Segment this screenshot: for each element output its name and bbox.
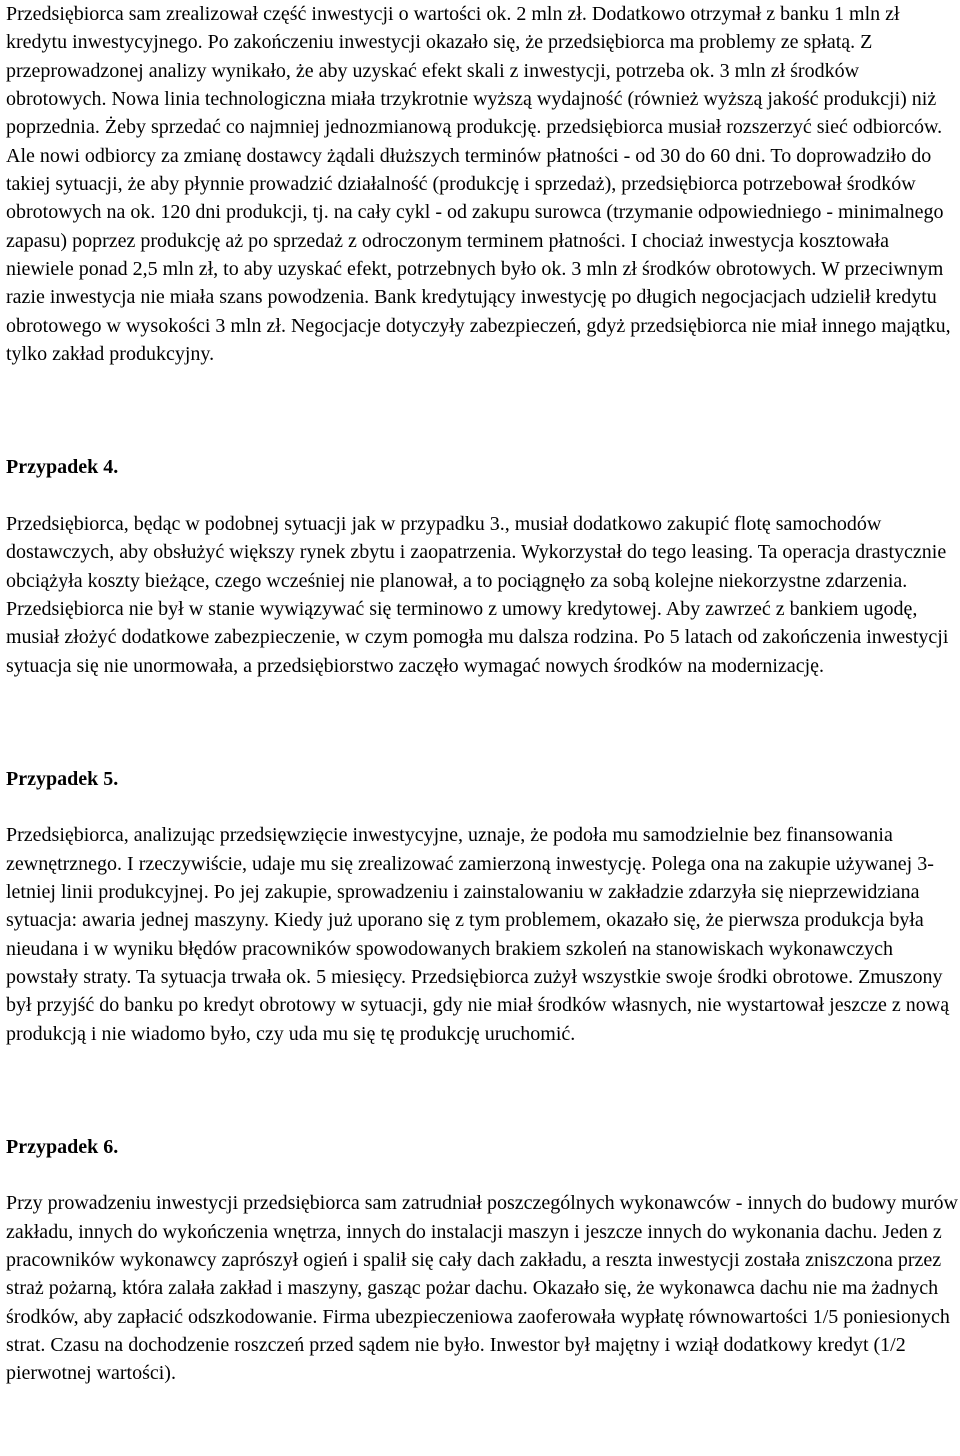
- case-6-heading: Przypadek 6.: [6, 1135, 119, 1158]
- case-5-section: [6, 765, 960, 1048]
- case-6-section: [6, 1133, 960, 1388]
- intro-paragraph: Przedsiębiorca sam zrealizował część inwestycji o wartości ok. 2 mln zł. Dodatkowo otrzymał z banku 1 mln zł kredytu inwestycyjnego. Po zakończeniu inwestycji okazało się, że przedsiębiorca ma problemy ze spłatą. Z przeprowadzonej analizy wynikało, że aby uzyskać efekt skali z inwestycji, potrzeba ok. 3 mln zł środków obrotowych. Nowa linia technologiczna miała trzykrotnie wyższą wydajność (również wyższą jakość produkcji) niż poprzednia. Żeby sprzedać co najmniej jednozmianową produkcję. przedsiębiorca musiał rozszerzyć sieć odbiorców. Ale nowi odbiorcy za zmianę dostawcy żądali dłuższych terminów płatności - od 30 do 60 dni. To doprowadziło do takiej sytuacji, że aby płynnie prowadzić działalność (produkcję i sprzedaż), przedsiębiorca potrzebował środków obrotowych na ok. 120 dni produkcji, tj. na cały cykl - od zakupu surowca (trzymanie odpowiedniego - minimalnego zapasu) poprzez produkcję aż po sprzedaż z odroczonym terminem płatności. I chociaż inwestycja kosztowała niewiele ponad 2,5 mln zł, to aby uzyskać efekt, potrzebnych było ok. 3 mln zł środków obrotowych. W przeciwnym razie inwestycja nie miała szans powodzenia. Bank kredytujący inwestycję po długich negocjacjach udzielił kredytu obrotowego w wysokości 3 mln zł. Negocjacje dotyczyły zabezpieczeń, gdyż przedsiębiorca nie miał innego majątku, tylko zakład produkcyjny.: [6, 3, 951, 366]
- heading-gap: [6, 793, 960, 821]
- section-spacer: [6, 368, 960, 453]
- case-4-heading: Przypadek 4.: [6, 456, 119, 479]
- case-4-paragraph: Przedsiębiorca, będąc w podobnej sytuacji jak w przypadku 3., musiał dodatkowo zakupić flotę samochodów dostawczych, aby obsłużyć większy rynek zbytu i zaopatrzenia. Wykorzystał do tego leasing. Ta operacja drastycznie obciążyła koszty bieżące, czego wcześniej nie planował, a to pociągnęło za sobą kolejne niekorzystne zdarzenia. Przedsiębiorca nie był w stanie wywiązywać się terminowo z umowy kredytowej. Aby zawrzeć z bankiem ugodę, musiał złożyć dodatkowe zabezpieczenie, w czym pomogła mu dalsza rodzina. Po 5 latach od zakończenia inwestycji sytuacja się nie unormowała, a przedsiębiorstwo zaczęło wymagać nowych środków na modernizację.: [6, 512, 949, 677]
- case-5-paragraph: Przedsiębiorca, analizując przedsięwzięcie inwestycyjne, uznaje, że podoła mu samodzielnie bez finansowania zewnętrznego. I rzeczywiście, udaje mu się zrealizować zamierzoną inwestycję. Polega ona na zakupie używanej 3-letniej linii produkcyjnej. Po jej zakupie, sprowadzeniu i zainstalowaniu w zakładzie zdarzyła się nieprzewidziana sytuacja: awaria jednej maszyny. Kiedy już uporano się z tym problemem, okazało się, że pierwsza produkcja była nieudana i w wyniku błędów pracowników spowodowanych brakiem szkoleń na stanowiskach wykonawczych powstały straty. Ta sytuacja trwała ok. 5 miesięcy. Przedsiębiorca zużył wszystkie swoje środki obrotowe. Zmuszony był przyjść do banku po kredyt obrotowy w sytuacji, gdy nie miał środków własnych, nie wystartował jeszcze z nową produkcją i nie wiadomo było, czy uda mu się tę produkcję uruchomić.: [6, 824, 950, 1045]
- section-spacer: [6, 1048, 960, 1133]
- case-4-section: [6, 453, 960, 679]
- document-page: [6, 0, 960, 1388]
- case-6-paragraph: Przy prowadzeniu inwestycji przedsiębiorca sam zatrudniał poszczególnych wykonawców - innych do budowy murów zakładu, innych do wykończenia wnętrza, innych do instalacji maszyn i jeszcze innych do wykonania dachu. Jeden z pracowników wykonawcy zaprószył ogień i spalił się cały dach zakładu, a reszta inwestycji została zniszczona przez straż pożarną, która zalała zakład i maszyny, gasząc pożar dachu. Okazało się, że wykonawca dachu nie ma żadnych środków, aby zapłacić odszkodowanie. Firma ubezpieczeniowa zaoferowała wypłatę równowartości 1/5 poniesionych strat. Czasu na dochodzenie roszczeń przed sądem nie było. Inwestor był majętny i wziął dodatkowy kredyt (1/2 pierwotnej wartości).: [6, 1192, 958, 1385]
- section-spacer: [6, 680, 960, 765]
- case-5-heading: Przypadek 5.: [6, 767, 119, 790]
- heading-gap: [6, 1161, 960, 1189]
- heading-gap: [6, 482, 960, 510]
